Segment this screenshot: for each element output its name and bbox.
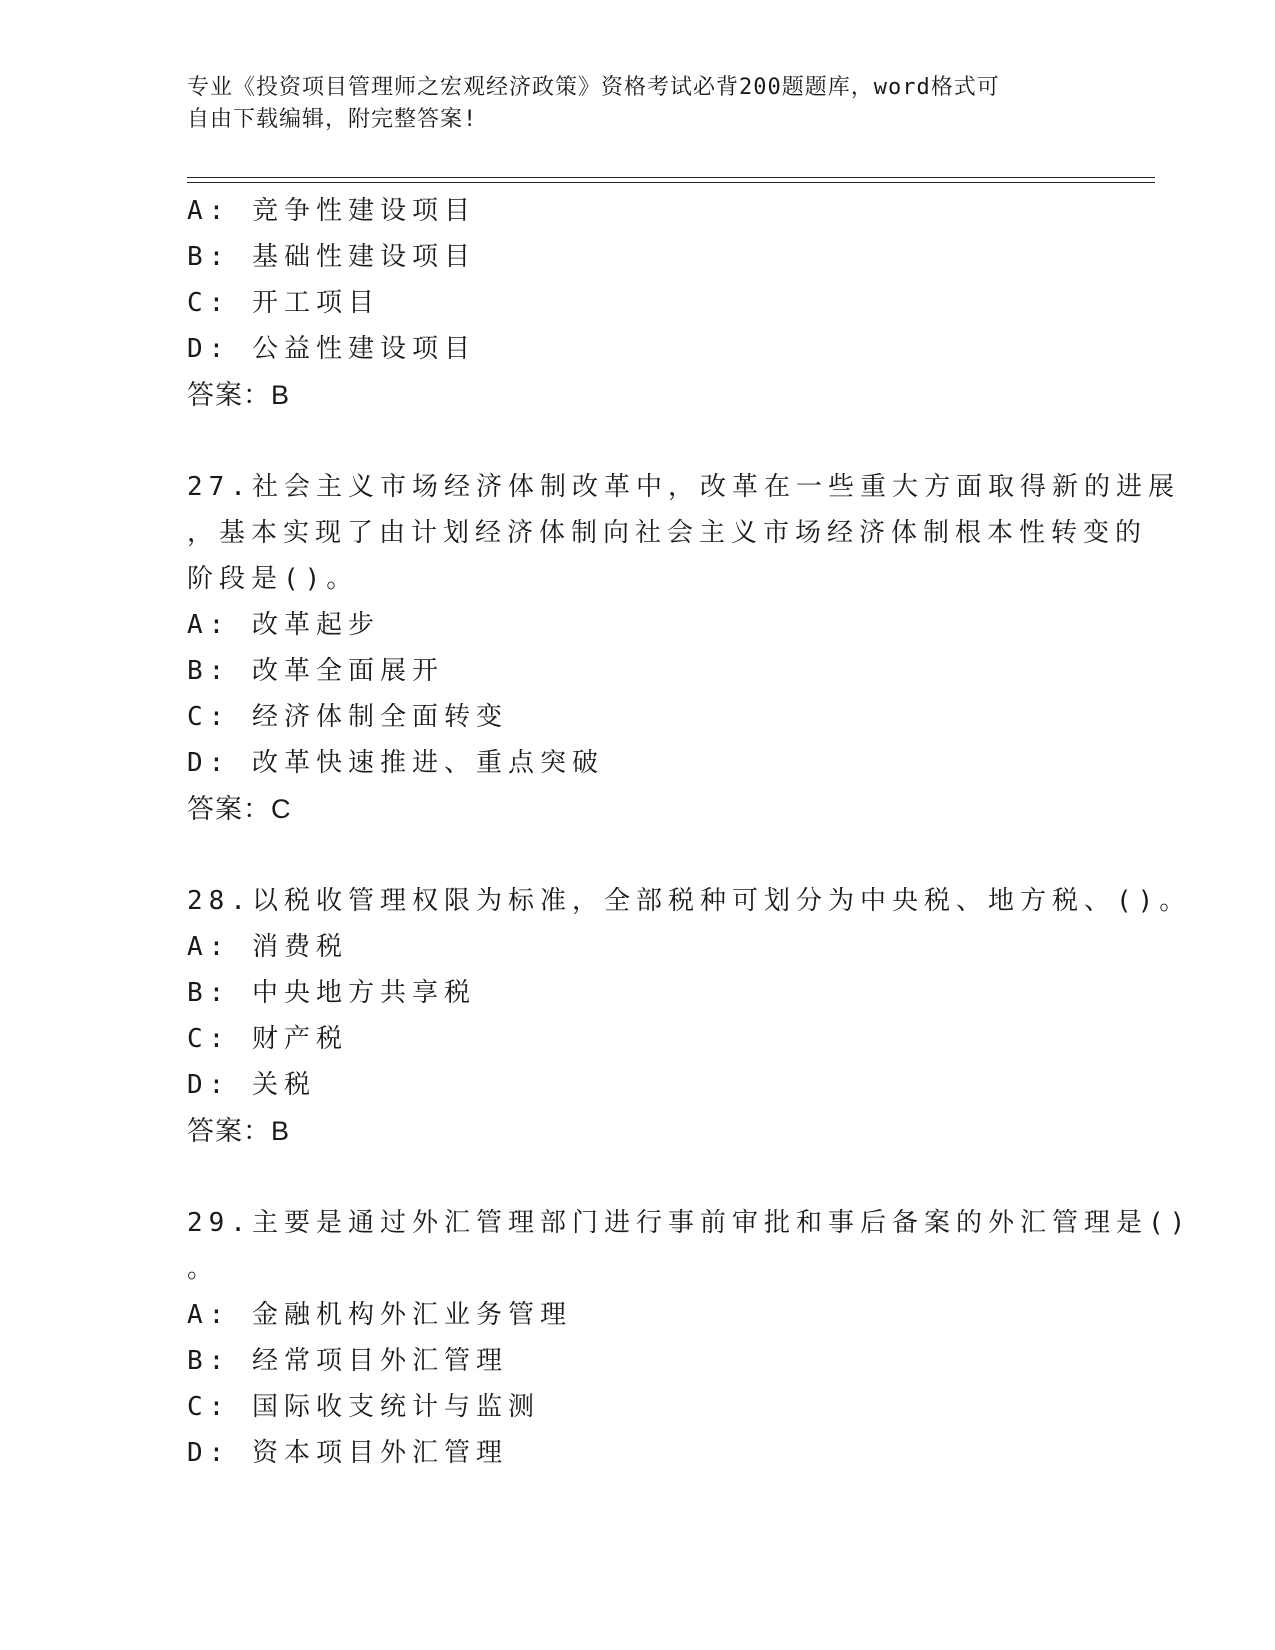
- stem-line: 28.以税收管理权限为标准，全部税种可划分为中央税、地方税、()。: [187, 886, 1192, 916]
- question-29: [187, 1200, 1192, 1476]
- stem-line: 阶段是()。: [187, 564, 359, 594]
- option-d: D: 公益性建设项目: [187, 334, 476, 364]
- option-d: D: 改革快速推进、重点突破: [187, 748, 604, 778]
- document-header: [187, 72, 1067, 136]
- question-27: [187, 464, 1180, 832]
- option-b: B: 基础性建设项目: [187, 242, 476, 272]
- option-d: D: 关税: [187, 1070, 316, 1100]
- question-26: [187, 188, 1087, 418]
- question-stem: [187, 464, 1180, 602]
- answer-label: 答案：B: [187, 1116, 291, 1146]
- question-stem: [187, 1200, 1192, 1292]
- option-b: B: 改革全面展开: [187, 656, 444, 686]
- header-line-2: 自由下载编辑，附完整答案!: [187, 107, 478, 132]
- option-a: A: 金融机构外汇业务管理: [187, 1300, 572, 1330]
- option-a: A: 消费税: [187, 932, 348, 962]
- option-a: A: 改革起步: [187, 610, 380, 640]
- header-line-1: 专业《投资项目管理师之宏观经济政策》资格考试必背200题题库，word格式可: [187, 75, 1000, 100]
- stem-line: 29.主要是通过外汇管理部门进行事前审批和事后备案的外汇管理是(): [187, 1208, 1192, 1238]
- question-28: [187, 878, 1192, 1154]
- option-a: A: 竞争性建设项目: [187, 196, 476, 226]
- header-divider-bottom: [187, 182, 1155, 183]
- option-b: B: 经常项目外汇管理: [187, 1346, 508, 1376]
- option-c: C: 财产税: [187, 1024, 348, 1054]
- question-stem: [187, 878, 1192, 924]
- option-d: D: 资本项目外汇管理: [187, 1438, 508, 1468]
- answer-label: 答案：C: [187, 794, 292, 824]
- option-b: B: 中央地方共享税: [187, 978, 476, 1008]
- question-list: [187, 188, 1192, 1522]
- header-divider-top: [187, 177, 1155, 178]
- answer-label: 答案：B: [187, 380, 291, 410]
- stem-line: ，基本实现了由计划经济体制向社会主义市场经济体制根本性转变的: [187, 518, 1148, 548]
- option-c: C: 经济体制全面转变: [187, 702, 508, 732]
- stem-line: 27.社会主义市场经济体制改革中，改革在一些重大方面取得新的进展: [187, 472, 1180, 502]
- stem-line: 。: [187, 1254, 220, 1284]
- option-c: C: 开工项目: [187, 288, 380, 318]
- option-c: C: 国际收支统计与监测: [187, 1392, 540, 1422]
